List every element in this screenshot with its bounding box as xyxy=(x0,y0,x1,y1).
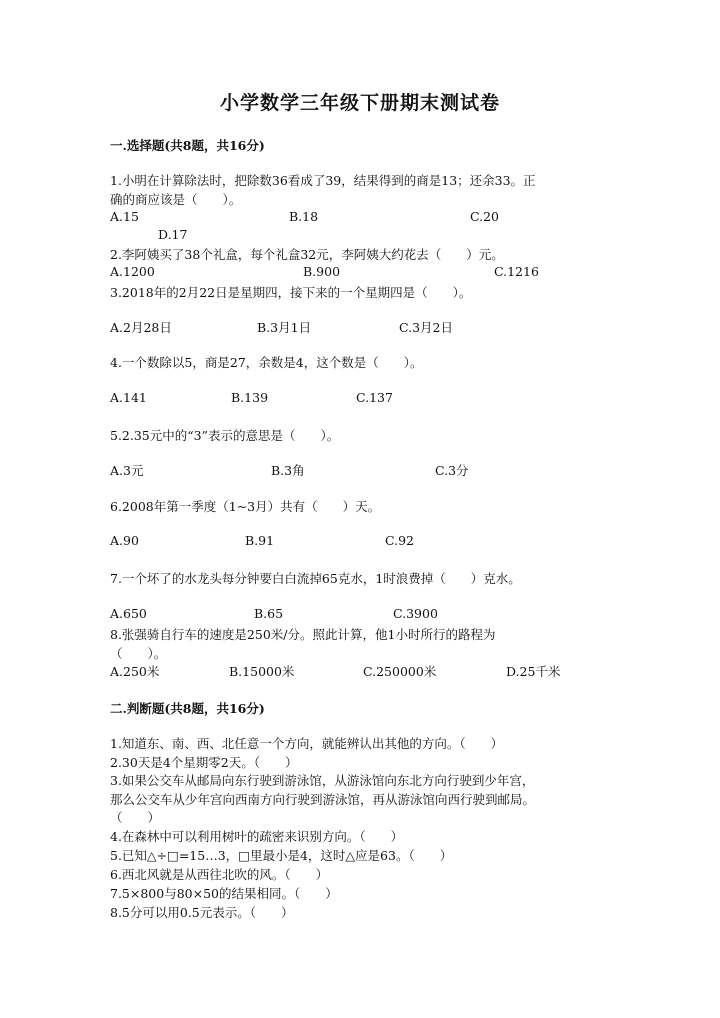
tf-line-2: 2.30天是4个星期零2天。（ ） xyxy=(110,755,298,770)
q3-option-b: B.3月1日 xyxy=(257,320,312,335)
q8-line-1: 8.张强骑自行车的速度是250米/分。照此计算，他1小时所行的路程为 xyxy=(110,627,496,642)
q8-option-d: D.25千米 xyxy=(506,664,561,679)
q8-line-2: （ ）。 xyxy=(110,646,167,661)
tf-line-10: 8.5分可以用0.5元表示。（ ） xyxy=(110,905,294,920)
q8-option-c: C.250000米 xyxy=(363,664,437,679)
q6-option-b: B.91 xyxy=(245,533,275,548)
q8-option-b: B.15000米 xyxy=(229,664,295,679)
q4-line-1: 4.一个数除以5，商是27，余数是4，这个数是（ ）。 xyxy=(110,355,423,370)
exam-title: 小学数学三年级下册期末测试卷 xyxy=(219,92,500,114)
q7-option-c: C.3900 xyxy=(393,606,438,621)
q5-option-a: A.3元 xyxy=(110,463,144,478)
tf-line-5: （ ） xyxy=(110,810,161,825)
q7-option-b: B.65 xyxy=(254,606,284,621)
section-2-heading: 二.判断题(共8题，共16分) xyxy=(110,701,265,716)
q1-option-c: C.20 xyxy=(470,209,499,224)
q5-option-c: C.3分 xyxy=(435,463,469,478)
tf-line-1: 1.知道东、南、西、北任意一个方向，就能辨认出其他的方向。（ ） xyxy=(110,736,504,751)
q1-option-b: B.18 xyxy=(289,209,319,224)
q3-line-1: 3.2018年的2月22日是星期四，接下来的一个星期四是（ ）。 xyxy=(110,285,472,300)
tf-line-6: 4.在森林中可以利用树叶的疏密来识别方向。（ ） xyxy=(110,829,404,844)
q2-line-1: 2.李阿姨买了38个礼盒，每个礼盒32元，李阿姨大约花去（ ）元。 xyxy=(110,247,504,262)
tf-line-8: 6.西北风就是从西往北吹的风。（ ） xyxy=(110,867,329,882)
q4-option-c: C.137 xyxy=(356,390,393,405)
q3-option-c: C.3月2日 xyxy=(399,320,453,335)
q6-option-a: A.90 xyxy=(110,533,139,548)
q6-line-1: 6.2008年第一季度（1~3月）共有（ ）天。 xyxy=(110,499,381,514)
section-1-heading: 一.选择题(共8题，共16分) xyxy=(110,138,265,153)
q3-option-a: A.2月28日 xyxy=(110,320,172,335)
q1-option-d: D.17 xyxy=(158,227,188,242)
q7-option-a: A.650 xyxy=(110,606,147,621)
q6-option-c: C.92 xyxy=(385,533,414,548)
q8-option-a: A.250米 xyxy=(110,664,160,679)
q2-option-a: A.1200 xyxy=(110,264,155,279)
q1-line-2: 确的商应该是（ ）。 xyxy=(110,192,242,207)
q5-option-b: B.3角 xyxy=(271,463,305,478)
q1-line-1: 1.小明在计算除法时，把除数36看成了39，结果得到的商是13；还余33。正 xyxy=(110,173,536,188)
q1-option-a: A.15 xyxy=(110,209,139,224)
q4-option-a: A.141 xyxy=(110,390,147,405)
q2-option-c: C.1216 xyxy=(494,264,539,279)
tf-line-9: 7.5×800与80×50的结果相同。（ ） xyxy=(110,886,338,901)
tf-line-4: 那么公交车从少年宫向西南方向行驶到游泳馆，再从游泳馆向西行驶到邮局。 xyxy=(110,792,536,807)
q7-line-1: 7.一个坏了的水龙头每分钟要白白流掉65克水，1时浪费掉（ ）克水。 xyxy=(110,571,521,586)
tf-line-7: 5.已知△÷□=15…3，□里最小是4，这时△应是63。（ ） xyxy=(110,848,453,863)
q4-option-b: B.139 xyxy=(231,390,269,405)
tf-line-3: 3.如果公交车从邮局向东行驶到游泳馆，从游泳馆向东北方向行驶到少年宫， xyxy=(110,773,535,788)
q2-option-b: B.900 xyxy=(303,264,341,279)
q5-line-1: 5.2.35元中的“3”表示的意思是（ ）。 xyxy=(110,428,340,443)
